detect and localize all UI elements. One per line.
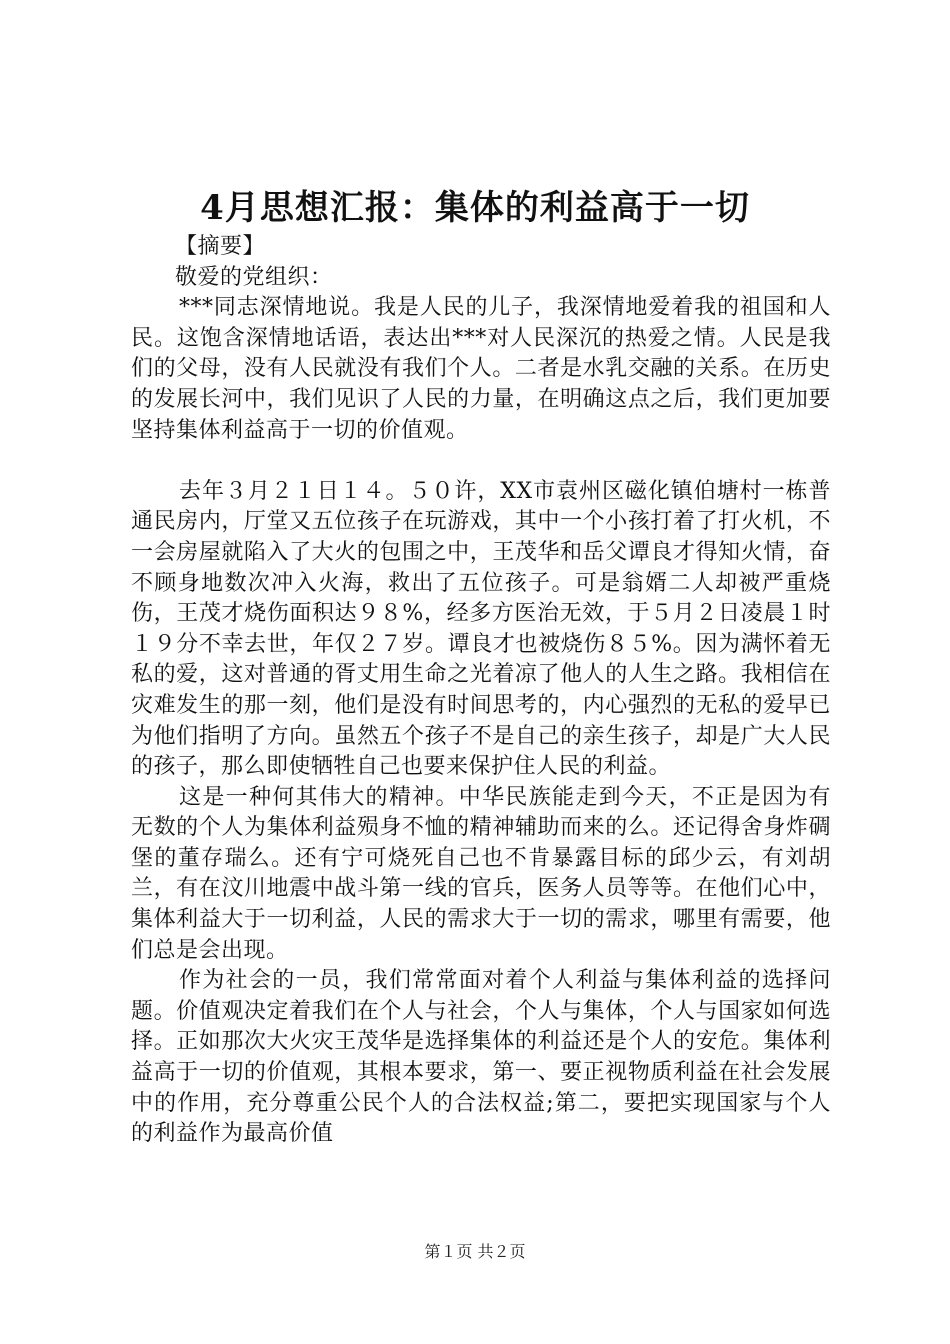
abstract-label: 【摘要】 (175, 234, 266, 259)
page-footer: 第１页 共２页 (424, 1242, 526, 1261)
paragraph-spacer (131, 446, 831, 477)
document-title: 4月思想汇报：集体的利益高于一切 (200, 188, 750, 228)
salutation: 敬爱的党组织： (175, 264, 333, 290)
document-body (131, 232, 831, 1150)
paragraph-4: 作为社会的一员，我们常常面对着个人利益与集体利益的选择问题。价值观决定着我们在个人与社会，个人与集体，个人与国家如何选择。正如那次大火灾王茂华是选择集体的利益还是个人的安危。集体利益高于一切的价值观，其根本要求，第一、要正视物质利益在社会发展中的作用，充分尊重公民个人的合法权益;第二，要把实现国家与个人的利益作为最高价值 (131, 968, 831, 1147)
paragraph-1: ***同志深情地说。我是人民的儿子，我深情地爱着我的祖国和人民。这饱含深情地话语，表达出***对人民深沉的热爱之情。人民是我们的父母，没有人民就没有我们个人。二者是水乳交融的关系。在历史的发展长河中，我们见识了人民的力量，在明确这点之后，我们更加要坚持集体利益高于一切的价值观。 (131, 295, 831, 443)
paragraph-2: 去年３月２１日１４。５０许，XX市袁州区磁化镇伯塘村一栋普通民房内，厅堂又五位孩子在玩游戏，其中一个小孩打着了打火机，不一会房屋就陷入了大火的包围之中，王茂华和岳父谭良才得知火情，奋不顾身地数次冲入火海，救出了五位孩子。可是翁婿二人却被严重烧伤，王茂才烧伤面积达９８%，经多方医治无效，于５月２日凌晨１时１９分不幸去世，年仅２７岁。谭良才也被烧伤８５%。因为满怀着无私的爱，这对普通的胥丈用生命之光着凉了他人的人生之路。我相信在灾难发生的那一刻，他们是没有时间思考的，内心强烈的无私的爱早已为他们指明了方向。虽然五个孩子不是自己的亲生孩子，却是广大人民的孩子，那么即使牺牲自己也要来保护住人民的利益。 (131, 478, 831, 780)
paragraph-3: 这是一种何其伟大的精神。中华民族能走到今天，不正是因为有无数的个人为集体利益殒身不恤的精神辅助而来的么。还记得舍身炸碉堡的董存瑞么。还有宁可烧死自己也不肯暴露目标的邱少云，有刘胡兰，有在汶川地震中战斗第一线的官兵，医务人员等等。在他们心中，集体利益大于一切利益，人民的需求大于一切的需求，哪里有需要，他们总是会出现。 (131, 784, 831, 963)
